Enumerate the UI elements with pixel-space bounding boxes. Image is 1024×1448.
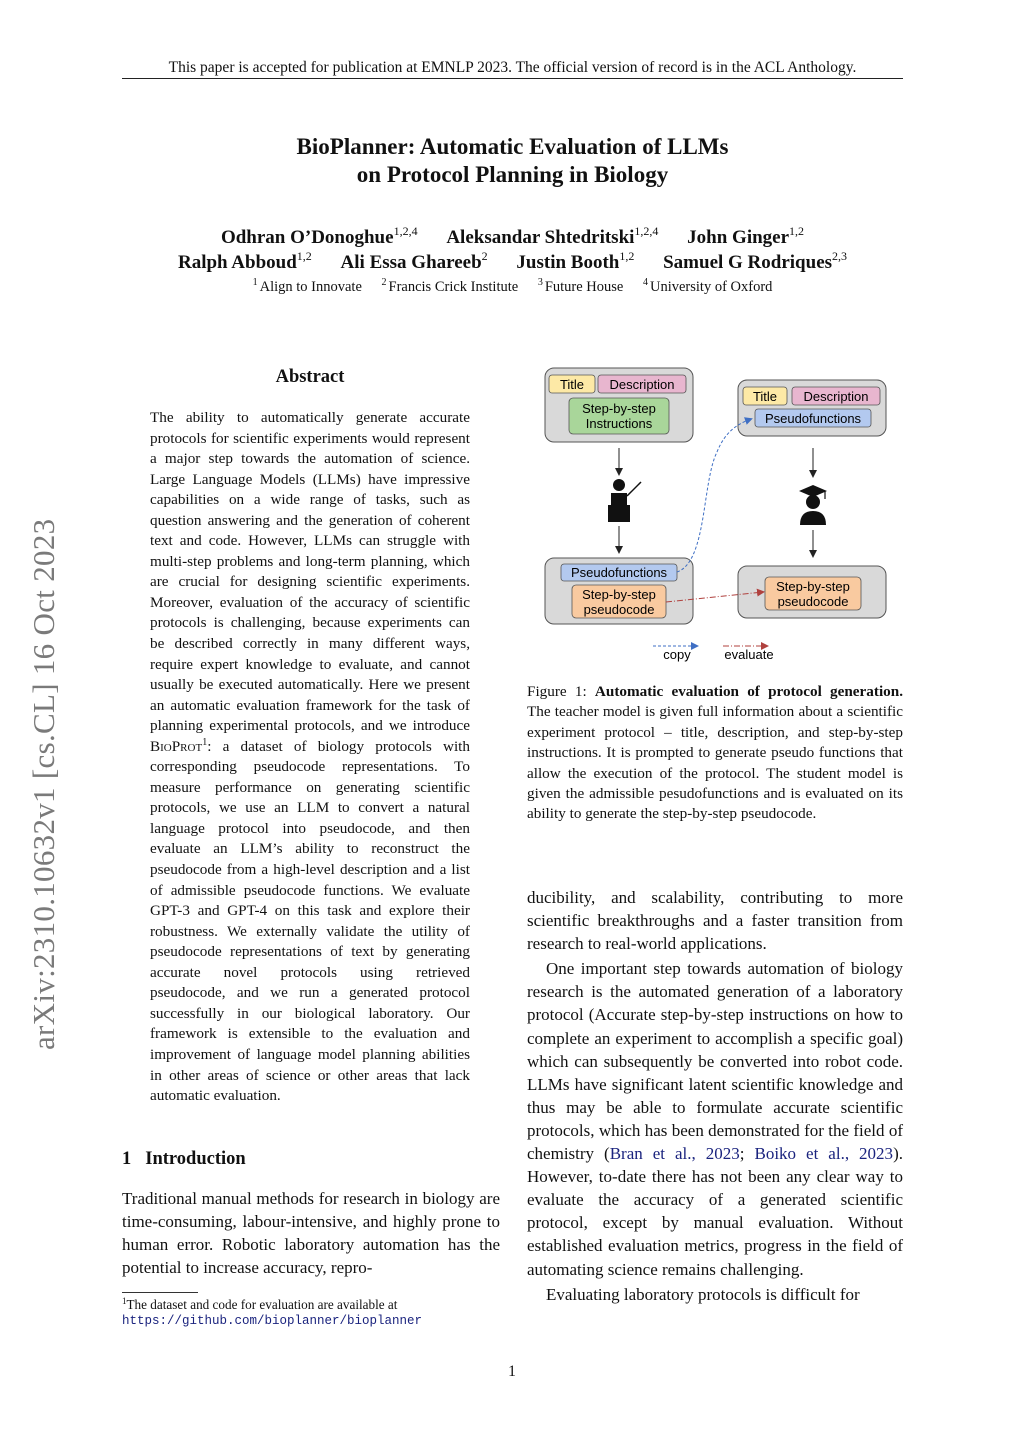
section-heading-introduction: 1 Introduction (122, 1149, 246, 1169)
student-output-pseudocode-chip (765, 577, 861, 610)
teacher-input-box (545, 368, 693, 442)
svg-text:Pseudofunctions: Pseudofunctions (570, 565, 668, 580)
svg-text:pseudocode: pseudocode (583, 602, 655, 617)
teacher-output-box (545, 558, 693, 624)
citation-boiko[interactable]: Boiko et al., 2023 (754, 1144, 894, 1164)
github-link[interactable]: https://github.com/bioplanner/bioplanner (122, 1314, 423, 1328)
student-title-chip (743, 387, 787, 405)
legend-copy-label: copy (663, 647, 691, 662)
author: Aleksandar Shtedritski$^{1,2,4}$ (446, 224, 659, 248)
student-description-chip (792, 387, 880, 405)
intro-right-column (527, 886, 903, 1308)
title-line-2: on Protocol Planning in Biology (356, 162, 669, 187)
svg-text:Pseudofunctions: Pseudofunctions (764, 411, 862, 426)
teacher-instructions-chip (569, 398, 669, 434)
author-row-1 (122, 225, 903, 250)
figure-1-diagram (527, 362, 903, 672)
teacher-description-chip (598, 375, 686, 393)
legend (653, 646, 774, 662)
student-input-box (738, 380, 886, 436)
svg-text:pseudocode: pseudocode (777, 594, 849, 609)
paper-title (122, 133, 903, 189)
student-pseudofunctions-chip (755, 409, 871, 427)
teacher-output-pseudofunctions-chip (561, 564, 677, 581)
svg-text:Title: Title (752, 389, 778, 404)
header-rule (122, 78, 903, 79)
intro-paragraph-2: One important step towards automation of biology research is the automated generation of a laboratory protocol (Accurate step-by-step instructions on how to complete an experiment to accomplish a specific goal) which can subsequently be converted into robot code. LLMs have significant latent scientific knowledge and thus may be able to formulate accurate scientific protocols, which has been demonstrated for the field of chemistry (Bran et al., 2023; Boiko et al., 2023). However, to-date there has not been any clear way to evaluate the accuracy of a generated scientific protocol, except by manual evaluation. Without established evaluation metrics, progress in the field of automating science remains challenging. (527, 959, 903, 1279)
page-number: 1 (508, 1363, 516, 1380)
svg-text:Description: Description (803, 389, 869, 404)
svg-text:Step-by-step: Step-by-step (776, 579, 850, 594)
student-graduate-icon (799, 485, 827, 525)
teacher-icon (608, 479, 641, 522)
affiliation: $^3$ Future House (537, 277, 624, 295)
teacher-title-chip (549, 375, 595, 393)
svg-text:Title: Title (559, 377, 585, 392)
affiliation: $^2$ Francis Crick Institute (381, 277, 519, 295)
footnote-marker[interactable]: 1 (202, 736, 208, 748)
dataset-name: BioProt (150, 737, 203, 755)
figure-1-caption: Figure 1: Automatic evaluation of protocol generation. The teacher model is given full information about a scientific experiment protocol – title, description, and step-by-step instructions. It is prompted to generate pseudo functions that allow the execution of the protocol. The student model is given the admissible pesudofunctions and is evaluated on its ability to generate the step-by-step pseudocode. (527, 683, 903, 823)
author-row-2 (122, 250, 903, 275)
copy-connector (677, 419, 751, 572)
citation-bran[interactable]: Bran et al., 2023 (609, 1144, 740, 1164)
author: Justin Booth$^{1,2}$ (516, 249, 635, 273)
svg-text:Step-by-step: Step-by-step (582, 401, 656, 416)
svg-text:Description: Description (609, 377, 675, 392)
author: Ralph Abboud$^{1,2}$ (177, 249, 312, 273)
author: Samuel G Rodriques$^{2,3}$ (663, 249, 848, 273)
intro-paragraph-continued: ducibility, and scalability, contributing to more scientific breakthroughs and a faster transition from research to real-world applications. (527, 888, 903, 954)
footnote-rule (122, 1292, 198, 1293)
author: Odhran O’Donoghue$^{1,2,4}$ (220, 224, 418, 248)
affiliations (122, 277, 903, 297)
svg-text:Instructions: Instructions (585, 416, 653, 431)
protocol-evaluation-diagram (527, 362, 903, 672)
publication-notice: This paper is accepted for publication at EMNLP 2023. The official version of record is in the ACL Anthology. (168, 59, 857, 76)
student-output-box (738, 566, 886, 618)
author: John Ginger$^{1,2}$ (687, 224, 805, 248)
teacher-output-pseudocode-chip (572, 585, 666, 618)
svg-text:Step-by-step: Step-by-step (582, 587, 656, 602)
abstract-body: The ability to automatically generate accurate protocols for scientific experiments would represent a major step towards the automation of science. Large Language Models (LLMs) have impressive capabilities on a wide range of tasks, such as question answering and the generation of coherent text and code. However, LLMs can struggle with multi-step problems and long-term planning, which are crucial for designing scientific experiments. Moreover, evaluation of the accuracy of scientific protocols is challenging, because experiments can be described correctly in many different ways, require expert knowledge to evaluate, and cannot usually be executed automatically. Here we present an automatic evaluation framework for the task of planning experimental protocols, and we introduce BioProt$^1$: a dataset of biology protocols with corresponding pseudocode representations. To measure performance on generating scientific protocols, we use an LLM to convert a natural language protocol into pseudocode, and then evaluate an LLM’s ability to reconstruct the pseudocode from a high-level description and a list of admissible pseudocode functions. We evaluate GPT-3 and GPT-4 on this task and explore their robustness. We externally validate the utility of pseudocode representations of text by generating accurate novel protocols using retrieved pseudocode, and we run a generated protocol successfully in our biological laboratory. Our framework is extensible to the evaluation and improvement of language model planning abilities in other areas of science or other areas that lack automatic evaluation. (150, 409, 470, 1105)
footnote: $^1$The dataset and code for evaluation are available at https://github.com/bioplanner/bioplanner (122, 1296, 500, 1330)
title-line-1: BioPlanner: Automatic Evaluation of LLMs (296, 134, 729, 159)
abstract-heading: Abstract (275, 367, 345, 387)
author-list (122, 225, 903, 275)
intro-paragraph-left: Traditional manual methods for research in biology are time-consuming, labour-intensive, and highly prone to human error. Robotic laboratory automation has the potential to increase accuracy, repro- (122, 1189, 500, 1278)
affiliation: $^4$ University of Oxford (642, 277, 773, 295)
arxiv-identifier: arXiv:2310.10632v1 [cs.CL] 16 Oct 2023 (26, 518, 61, 1050)
intro-paragraph-3: Evaluating laboratory protocols is difficult for (546, 1284, 860, 1304)
legend-evaluate-label: evaluate (724, 647, 774, 662)
affiliation: $^1$ Align to Innovate (252, 277, 362, 295)
author: Ali Essa Ghareeb$^2$ (340, 249, 488, 273)
